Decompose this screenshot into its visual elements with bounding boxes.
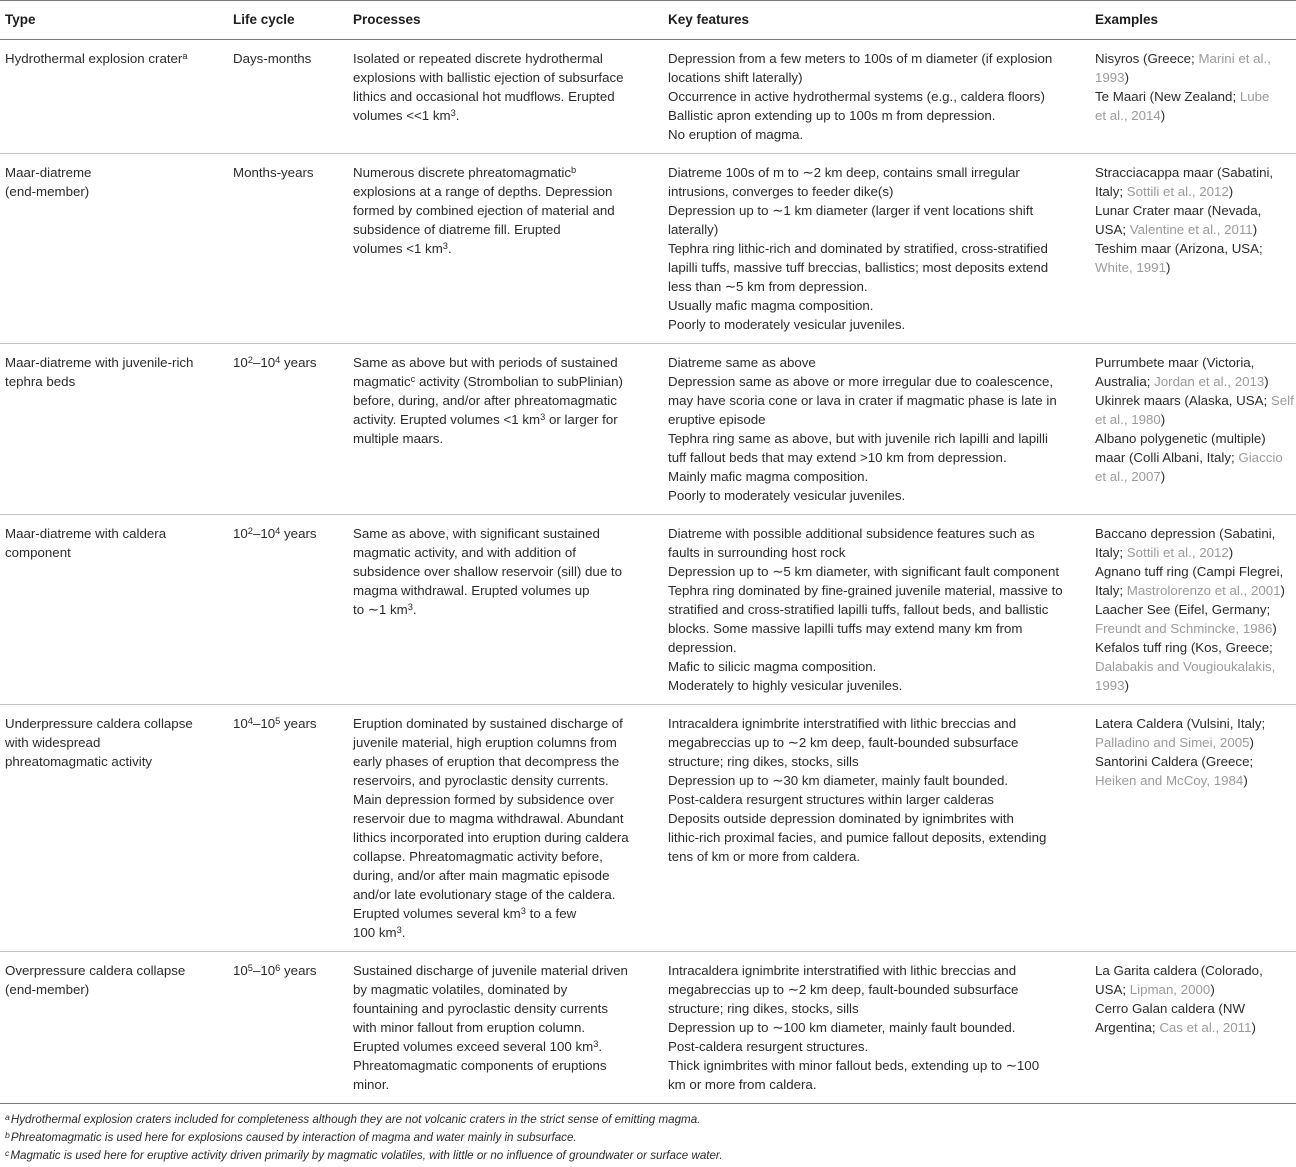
cell-line: Diatreme with possible additional subsidence features such as — [668, 526, 1035, 541]
table-row — [0, 515, 1296, 705]
text-segment: Argentina; — [1095, 1020, 1160, 1035]
citation-link[interactable]: Jordan et al., 2013 — [1154, 374, 1265, 389]
text-segment: years — [280, 355, 317, 370]
text-segment: ) — [1228, 545, 1234, 560]
cell-line: Intracaldera ignimbrite interstratified with lithic breccias and — [668, 716, 1017, 731]
cell-examples — [1090, 961, 1296, 1094]
cell-line — [233, 524, 348, 543]
text-segment: ) — [1210, 982, 1215, 997]
cell-line: minor. — [353, 1077, 390, 1092]
cell-line: Poorly to moderately vesicular juveniles. — [668, 317, 906, 332]
cell-type — [0, 524, 228, 695]
table-row — [0, 40, 1296, 154]
superscript: 3 — [396, 924, 402, 935]
cell-line: by magmatic volatiles, dominated by — [353, 982, 568, 997]
cell-line: Underpressure caldera collapse — [5, 716, 193, 731]
citation-link[interactable]: Sottili et al., 2012 — [1126, 184, 1229, 199]
text-segment: Numerous discrete phreatomagmatic — [353, 165, 572, 180]
cell-line — [233, 353, 348, 372]
cell-line — [1095, 68, 1296, 87]
citation-link[interactable]: Lipman, 2000 — [1129, 982, 1211, 997]
superscript: 4 — [275, 354, 281, 365]
cell-line: Overpressure caldera collapse — [5, 963, 186, 978]
text-segment: Erupted volumes exceed several 100 km — [353, 1039, 594, 1054]
cell-line: explosions with ballistic ejection of subsurface — [353, 70, 624, 85]
cell-line — [1095, 220, 1296, 239]
cell-line: Baccano depression (Sabatini, — [1095, 526, 1276, 541]
cell-line — [1095, 771, 1296, 790]
text-segment: magmatic — [353, 374, 411, 389]
footnote — [0, 1129, 1296, 1147]
footnote-mark: b — [5, 1129, 10, 1140]
cell-line: Laacher See (Eifel, Germany; — [1095, 602, 1271, 617]
cell-line — [1095, 448, 1296, 467]
cell-line: Ballistic apron extending up to 100s m from depression. — [668, 108, 996, 123]
text-segment: 10 — [233, 526, 248, 541]
cell-line — [1095, 733, 1296, 752]
text-segment: ) — [1228, 184, 1234, 199]
footnote-text: Phreatomagmatic is used here for explosions caused by interaction of magma and water mainly in subsurface. — [10, 1131, 577, 1144]
cell-type — [0, 49, 228, 144]
cell-line — [1095, 87, 1296, 106]
cell-line: with minor fallout from eruption column. — [353, 1020, 586, 1035]
cell-line: Main depression formed by subsidence over — [353, 792, 614, 807]
citation-link[interactable]: White, 1991 — [1095, 260, 1166, 275]
cell-line: lithics incorporated into eruption during caldera — [353, 830, 629, 845]
cell-line: with widespread — [5, 735, 101, 750]
cell-line: Deposits outside depression dominated by ignimbrites with — [668, 811, 1014, 826]
cell-line: Teshim maar (Arizona, USA; — [1095, 241, 1263, 256]
cell-line — [233, 714, 348, 733]
cell-key-features — [663, 714, 1090, 942]
cell-line: magmatic activity, and with addition of — [353, 545, 576, 560]
cell-line — [353, 1037, 663, 1056]
cell-line: lapilli tuffs, massive tuff breccias, ballistics; most deposits extend — [668, 260, 1049, 275]
cell-line: Mainly mafic magma composition. — [668, 469, 869, 484]
cell-line: Stracciacappa maar (Sabatini, — [1095, 165, 1274, 180]
cell-line: reservoirs, and pyroclastic density currents. — [353, 773, 609, 788]
cell-line: Depression up to ∼100 km diameter, mainly fault bounded. — [668, 1020, 1016, 1035]
cell-line: phreatomagmatic activity — [5, 754, 153, 769]
cell-line — [1095, 543, 1296, 562]
cell-line — [1095, 581, 1296, 600]
cell-key-features — [663, 163, 1090, 334]
superscript: 5 — [247, 962, 253, 973]
superscript: 4 — [275, 525, 281, 536]
text-segment: ) — [1252, 222, 1258, 237]
cell-line: reservoir due to magma withdrawal. Abundant — [353, 811, 624, 826]
superscript: 3 — [593, 1038, 599, 1049]
cell-line: formed by combined ejection of material and — [353, 203, 615, 218]
cell-line: and/or late evolutionary stage of the caldera. — [353, 887, 616, 902]
cell-processes — [348, 524, 663, 695]
cell-line: Latera Caldera (Vulsini, Italy; — [1095, 716, 1266, 731]
cell-key-features — [663, 961, 1090, 1094]
cell-line — [1095, 49, 1296, 68]
cell-line: Kefalos tuff ring (Kos, Greece; — [1095, 640, 1273, 655]
cell-line: La Garita caldera (Colorado, — [1095, 963, 1263, 978]
cell-line: Tephra ring dominated by fine-grained juvenile material, massive to — [668, 583, 1063, 598]
cell-line: Maar-diatreme — [5, 165, 92, 180]
cell-line — [5, 49, 228, 68]
citation-link[interactable]: Heiken and McCoy, 1984 — [1095, 773, 1244, 788]
cell-line: (end-member) — [5, 982, 90, 997]
cell-line — [1095, 372, 1296, 391]
text-segment: . — [401, 925, 406, 940]
footnote-mark: a — [5, 1111, 10, 1122]
cell-line: structure; ring dikes, stocks, sills — [668, 1001, 859, 1016]
cell-line: Depression up to ∼1 km diameter (larger if vent locations shift — [668, 203, 1034, 218]
text-segment: volumes <1 km — [353, 241, 443, 256]
cell-processes — [348, 961, 663, 1094]
cell-line: Same as above but with periods of sustained — [353, 355, 618, 370]
cell-line: laterally) — [668, 222, 719, 237]
footnote-text: Hydrothermal explosion craters included for completeness although they are not volcanic craters in the strict sense of emitting magma. — [10, 1113, 701, 1126]
text-segment: or larger for — [545, 412, 618, 427]
cell-key-features — [663, 353, 1090, 505]
superscript: 3 — [407, 601, 413, 612]
text-segment: to a few — [525, 906, 577, 921]
cell-examples — [1090, 714, 1296, 942]
cell-line: Depression same as above or more irregular due to coalescence, — [668, 374, 1054, 389]
cell-line: Lunar Crater maar (Nevada, — [1095, 203, 1262, 218]
table-header-row — [0, 0, 1296, 40]
text-segment: 10 — [233, 716, 248, 731]
text-segment: USA; — [1095, 222, 1130, 237]
cell-line: Phreatomagmatic components of eruptions — [353, 1058, 607, 1073]
superscript: 3 — [450, 107, 456, 118]
cell-line — [1095, 467, 1296, 486]
cell-line: Intracaldera ignimbrite interstratified with lithic breccias and — [668, 963, 1017, 978]
text-segment: ) — [1264, 374, 1269, 389]
cell-line: Poorly to moderately vesicular juveniles. — [668, 488, 906, 503]
cell-line: early phases of eruption that decompress the — [353, 754, 620, 769]
cell-line: Depression up to ∼5 km diameter, with significant fault component — [668, 564, 1060, 579]
cell-line — [1095, 410, 1296, 429]
header-examples: Examples — [1095, 12, 1159, 27]
cell-type — [0, 353, 228, 505]
citation-link[interactable]: Dalabakis and Vougioukalakis, — [1095, 659, 1276, 674]
header-key-features: Key features — [668, 12, 750, 27]
citation-link[interactable]: Marini et al., — [1198, 51, 1271, 66]
cell-examples — [1090, 49, 1296, 144]
text-segment: Italy; — [1095, 583, 1127, 598]
cell-line: Usually mafic magma composition. — [668, 298, 874, 313]
superscript: 6 — [275, 962, 281, 973]
cell-type — [0, 714, 228, 942]
text-segment: Italy; — [1095, 545, 1127, 560]
table-row — [0, 952, 1296, 1104]
cell-line — [1095, 391, 1296, 410]
cell-line — [1095, 980, 1296, 999]
cell-examples — [1090, 163, 1296, 334]
cell-line: blocks. Some massive lapilli tuffs may extend many km from — [668, 621, 1023, 636]
cell-line: Post-caldera resurgent structures. — [668, 1039, 869, 1054]
cell-line: Sustained discharge of juvenile material driven — [353, 963, 628, 978]
cell-life-cycle — [228, 524, 348, 695]
cell-line: before, during, and/or after phreatomagmatic — [353, 393, 617, 408]
cell-line: Diatreme same as above — [668, 355, 816, 370]
cell-line: tens of km or more from caldera. — [668, 849, 861, 864]
table-body — [0, 40, 1296, 1104]
text-segment: USA; — [1095, 982, 1130, 997]
table-row — [0, 344, 1296, 515]
cell-key-features — [663, 49, 1090, 144]
superscript: 3 — [540, 411, 546, 422]
text-segment: ) — [1272, 621, 1277, 636]
text-segment: –10 — [252, 526, 276, 541]
cell-line: subsidence over shallow reservoir (sill) due to — [353, 564, 623, 579]
footnote — [0, 1147, 1296, 1165]
cell-line: may have scoria cone or lava in crater if magmatic phase is late in — [668, 393, 1057, 408]
cell-line: km or more from caldera. — [668, 1077, 817, 1092]
cell-line — [353, 106, 663, 125]
cell-line: lithic-rich proximal facies, and pumice fallout deposits, extending — [668, 830, 1047, 845]
cell-line: Maar-diatreme with caldera — [5, 526, 167, 541]
citation-link[interactable]: Freundt and Schmincke, 1986 — [1095, 621, 1273, 636]
superscript: 4 — [247, 715, 253, 726]
cell-line: megabreccias up to ∼2 km deep, fault-bounded subsurface — [668, 735, 1019, 750]
text-segment: . — [598, 1039, 603, 1054]
text-segment: ) — [1249, 735, 1254, 750]
cell-key-features — [663, 524, 1090, 695]
text-segment: activity (Strombolian to subPlinian) — [415, 374, 623, 389]
superscript: 3 — [520, 905, 526, 916]
cell-line: juvenile material, high eruption columns from — [353, 735, 617, 750]
text-segment: ) — [1251, 1020, 1256, 1035]
cell-line: Post-caldera resurgent structures within larger calderas — [668, 792, 994, 807]
superscript: 5 — [275, 715, 281, 726]
cell-line: (end-member) — [5, 184, 90, 199]
text-segment: activity. Erupted volumes <1 km — [353, 412, 541, 427]
cell-line: less than ∼5 km from depression. — [668, 279, 868, 294]
cell-line: stratified and cross-stratified lapilli tuffs, fallout beds, and ballistic — [668, 602, 1049, 617]
citation-link[interactable]: Self — [1270, 393, 1294, 408]
cell-line — [353, 410, 663, 429]
cell-line: Same as above, with significant sustained — [353, 526, 600, 541]
cell-line — [353, 163, 663, 182]
cell-line — [353, 372, 663, 391]
cell-line: eruptive episode — [668, 412, 766, 427]
cell-line: Purrumbete maar (Victoria, — [1095, 355, 1255, 370]
text-segment: –10 — [252, 355, 276, 370]
superscript: 2 — [247, 525, 253, 536]
cell-line: Diatreme 100s of m to ∼2 km deep, contains small irregular — [668, 165, 1020, 180]
cell-life-cycle — [228, 49, 348, 144]
cell-line: magma withdrawal. Erupted volumes up — [353, 583, 590, 598]
cell-examples — [1090, 353, 1296, 505]
text-segment: Australia; — [1095, 374, 1155, 389]
text-segment: 10 — [233, 963, 248, 978]
footnote — [0, 1111, 1296, 1129]
text-segment: . — [447, 241, 452, 256]
cell-line: multiple maars. — [353, 431, 444, 446]
citation-link[interactable]: et al., 2014 — [1095, 108, 1161, 123]
cell-line — [1095, 258, 1296, 277]
cell-processes — [348, 714, 663, 942]
citation-link[interactable]: Sottili et al., 2012 — [1126, 545, 1229, 560]
text-segment: Erupted volumes several km — [353, 906, 521, 921]
cell-line — [353, 904, 663, 923]
superscript: 2 — [247, 354, 253, 365]
cell-line: Mafic to silicic magma composition. — [668, 659, 877, 674]
cell-line: fountaining and pyroclastic density currents — [353, 1001, 608, 1016]
citation-link[interactable]: 1993 — [1095, 70, 1125, 85]
text-segment: maar (Colli Albani, Italy; — [1095, 450, 1239, 465]
cell-life-cycle — [228, 714, 348, 942]
text-segment: ) — [1124, 678, 1130, 693]
text-segment: Te Maari (New Zealand; — [1095, 89, 1240, 104]
superscript: a — [182, 50, 188, 61]
cell-line: structure; ring dikes, stocks, sills — [668, 754, 859, 769]
cell-line — [1095, 106, 1296, 125]
cell-line: tephra beds — [5, 374, 76, 389]
text-segment: . — [455, 108, 460, 123]
cell-line: Moderately to highly vesicular juveniles. — [668, 678, 903, 693]
cell-line: Agnano tuff ring (Campi Flegrei, — [1095, 564, 1284, 579]
cell-line: component — [5, 545, 71, 560]
cell-type — [0, 163, 228, 334]
table-row — [0, 705, 1296, 952]
text-segment: ) — [1243, 773, 1248, 788]
cell-line: Depression from a few meters to 100s of m diameter (if explosion — [668, 51, 1053, 66]
cell-processes — [348, 49, 663, 144]
cell-processes — [348, 353, 663, 505]
footnote-mark: c — [5, 1147, 10, 1158]
cell-line: Depression up to ∼30 km diameter, mainly fault bounded. — [668, 773, 1009, 788]
cell-line — [353, 600, 663, 619]
table-row — [0, 154, 1296, 344]
text-segment: Ukinrek maars (Alaska, USA; — [1095, 393, 1271, 408]
cell-line — [353, 239, 663, 258]
cell-line — [353, 923, 663, 942]
header-life-cycle: Life cycle — [233, 12, 295, 27]
cell-line: megabreccias up to ∼2 km deep, fault-bounded subsurface — [668, 982, 1019, 997]
cell-line: Days-months — [233, 51, 312, 66]
cell-line — [233, 961, 348, 980]
cell-line: Occurrence in active hydrothermal systems (e.g., caldera floors) — [668, 89, 1045, 104]
cell-line: locations shift laterally) — [668, 70, 803, 85]
text-segment: . — [412, 602, 417, 617]
text-segment: 10 — [233, 355, 248, 370]
text-segment: ) — [1165, 260, 1171, 275]
citation-link[interactable]: et al., 2007 — [1095, 469, 1161, 484]
citation-link[interactable]: 1993 — [1095, 678, 1125, 693]
text-segment: years — [280, 716, 317, 731]
text-segment: –10 — [252, 716, 276, 731]
cell-life-cycle — [228, 163, 348, 334]
cell-line: collapse. Phreatomagmatic activity before, — [353, 849, 603, 864]
cell-life-cycle — [228, 961, 348, 1094]
cell-line — [1095, 182, 1296, 201]
superscript: 3 — [442, 240, 448, 251]
cell-line — [1095, 657, 1296, 676]
text-segment: ) — [1124, 70, 1130, 85]
cell-line: depression. — [668, 640, 737, 655]
text-segment: Nisyros (Greece; — [1095, 51, 1199, 66]
header-type: Type — [5, 12, 36, 27]
cell-line: Isolated or repeated discrete hydrothermal — [353, 51, 603, 66]
citation-link[interactable]: Cas et al., 2011 — [1159, 1020, 1252, 1035]
cell-line: No eruption of magma. — [668, 127, 804, 142]
cell-line: explosions at a range of depths. Depression — [353, 184, 613, 199]
text-segment: years — [280, 963, 317, 978]
cell-line — [1095, 1018, 1296, 1037]
superscript: c — [410, 373, 416, 384]
cell-examples — [1090, 524, 1296, 695]
cell-line: Cerro Galan caldera (NW — [1095, 1001, 1246, 1016]
cell-line: Months-years — [233, 165, 314, 180]
citation-link[interactable]: et al., 1980 — [1095, 412, 1161, 427]
cell-line: during, and/or after main magmatic episode — [353, 868, 610, 883]
text-segment: to ∼1 km — [353, 602, 408, 617]
text-segment: –10 — [252, 963, 276, 978]
cell-line: Tephra ring lithic-rich and dominated by stratified, cross-stratified — [668, 241, 1048, 256]
citation-link[interactable]: Giaccio — [1238, 450, 1283, 465]
header-processes: Processes — [353, 12, 421, 27]
text-segment: ) — [1160, 412, 1166, 427]
cell-type — [0, 961, 228, 1094]
text-segment: ) — [1280, 583, 1285, 598]
cell-line: tuff fallout beds that may extend >10 km from depression. — [668, 450, 1007, 465]
cell-line: faults in surrounding host rock — [668, 545, 846, 560]
cell-life-cycle — [228, 353, 348, 505]
text-segment: years — [280, 526, 317, 541]
citation-link[interactable]: Valentine et al., 2011 — [1129, 222, 1253, 237]
cell-line: lithics and occasional hot mudflows. Erupted — [353, 89, 615, 104]
cell-line: Thick ignimbrites with minor fallout beds, extending up to ∼100 — [668, 1058, 1040, 1073]
cell-line — [1095, 619, 1296, 638]
cell-line: Albano polygenetic (multiple) — [1095, 431, 1266, 446]
cell-line: Maar-diatreme with juvenile-rich — [5, 355, 194, 370]
superscript: b — [571, 164, 577, 175]
table-footnotes — [0, 1104, 1296, 1165]
cell-processes — [348, 163, 663, 334]
cell-line: Santorini Caldera (Greece; — [1095, 754, 1254, 769]
text-segment: ) — [1160, 469, 1166, 484]
text-segment: 100 km — [353, 925, 397, 940]
citation-link[interactable]: Palladino and Simei, 2005 — [1095, 735, 1250, 750]
text-segment: Hydrothermal explosion crater — [5, 51, 183, 66]
cell-line — [1095, 676, 1296, 695]
cell-line: subsidence of diatreme fill. Erupted — [353, 222, 561, 237]
text-segment: Italy; — [1095, 184, 1127, 199]
cell-line: Tephra ring same as above, but with juvenile rich lapilli and lapilli — [668, 431, 1048, 446]
footnote-text: Magmatic is used here for eruptive activity driven primarily by magmatic volatiles, with little or no influence of groundwater or surface water. — [10, 1149, 723, 1162]
citation-link[interactable]: Mastrolorenzo et al., 2001 — [1126, 583, 1281, 598]
cell-line: intrusions, converges to feeder dike(s) — [668, 184, 894, 199]
citation-link[interactable]: Lube — [1239, 89, 1270, 104]
text-segment: volumes <<1 km — [353, 108, 451, 123]
cell-line: Eruption dominated by sustained discharge of — [353, 716, 623, 731]
text-segment: ) — [1160, 108, 1166, 123]
